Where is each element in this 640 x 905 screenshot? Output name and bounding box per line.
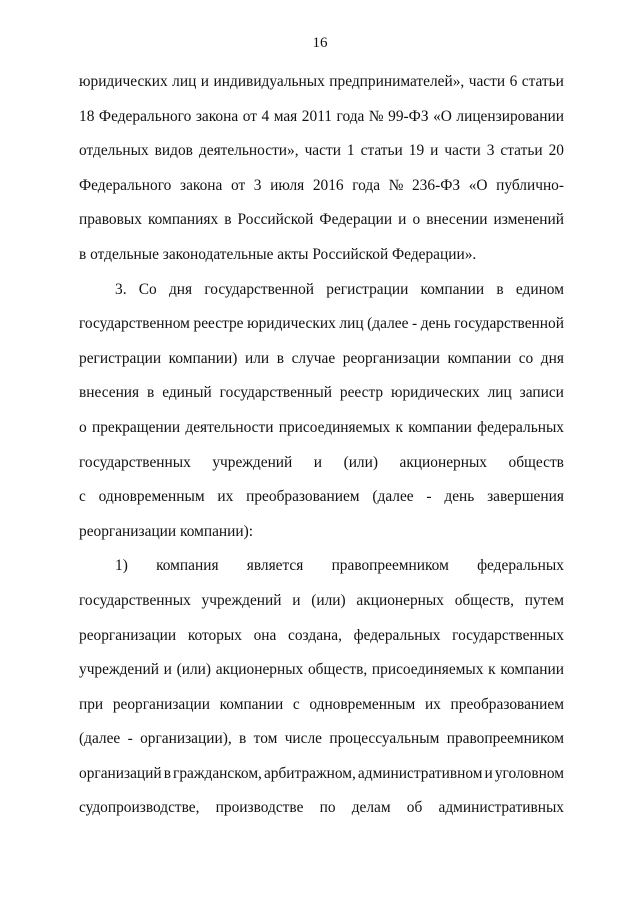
- page-number: 16: [312, 35, 328, 51]
- word: об: [406, 799, 423, 817]
- word: компании: [447, 349, 512, 367]
- word: по: [319, 799, 336, 817]
- word: «О: [433, 107, 452, 125]
- word: части: [468, 73, 506, 90]
- word: регистрации: [79, 349, 162, 367]
- word: реорганизации: [342, 349, 440, 367]
- word: и: [484, 764, 493, 782]
- word: федеральных: [477, 557, 564, 575]
- word: 2011: [301, 107, 333, 125]
- text-line: [79, 342, 564, 377]
- word: с: [79, 488, 86, 506]
- word: компании: [408, 418, 472, 436]
- word: компании: [219, 695, 284, 713]
- word: реорганизации: [79, 626, 177, 644]
- word: внесении: [426, 211, 488, 229]
- word: обществ,: [307, 661, 368, 679]
- word: 2016: [312, 176, 344, 194]
- word: учреждений: [201, 591, 282, 609]
- text-line: [79, 619, 564, 654]
- word: федеральных: [477, 418, 564, 436]
- text-line: [79, 65, 564, 100]
- word: компании: [500, 661, 564, 679]
- word: преобразованием: [246, 488, 360, 506]
- word: -: [412, 315, 418, 333]
- word: 3: [486, 142, 495, 160]
- word: в: [224, 211, 232, 229]
- word: отдельных: [79, 142, 149, 160]
- text-line: [79, 653, 564, 688]
- word: является: [246, 557, 304, 575]
- word: их: [217, 488, 234, 506]
- word: внесения: [79, 384, 140, 402]
- word: (или): [343, 453, 378, 471]
- text-line: [79, 757, 564, 792]
- word: (далее: [367, 315, 409, 333]
- word: №: [368, 107, 384, 125]
- word: день: [420, 315, 451, 333]
- word: она: [253, 626, 277, 644]
- word: и: [430, 142, 439, 160]
- word: дня: [168, 280, 193, 298]
- text-line: [79, 134, 564, 169]
- word: обществ,: [454, 591, 514, 609]
- word: 3: [253, 176, 262, 194]
- word: №: [388, 176, 404, 194]
- word: реорганизации: [112, 695, 210, 713]
- word: едином: [515, 280, 564, 298]
- word: лиц: [172, 73, 197, 90]
- word: арбитражном,: [263, 764, 356, 782]
- word: Федерального: [79, 176, 172, 194]
- word: правопреемником: [446, 730, 564, 748]
- word: которых: [187, 626, 242, 644]
- word: прекращении: [91, 418, 181, 436]
- word: -: [127, 730, 133, 748]
- word: преобразованием: [450, 695, 564, 713]
- word: или: [244, 349, 270, 367]
- word: лиц: [487, 384, 512, 402]
- word: государственных: [79, 591, 191, 609]
- word: юридических: [79, 73, 168, 90]
- word: Федерального: [98, 107, 192, 125]
- text-line: [79, 446, 564, 481]
- word: реестр: [339, 384, 384, 402]
- word: юридических: [247, 315, 336, 333]
- word: том: [253, 730, 278, 748]
- word: одновременным: [98, 488, 205, 506]
- word: 1: [346, 142, 355, 160]
- word: и: [292, 591, 301, 609]
- word: административных: [438, 799, 564, 817]
- word: части: [444, 142, 481, 160]
- word: закона: [179, 176, 223, 194]
- word: день: [444, 488, 475, 506]
- word: при: [79, 695, 104, 713]
- text-line: [79, 549, 564, 584]
- word: 3.: [115, 280, 127, 298]
- word: одновременным: [309, 695, 416, 713]
- text-line: [79, 688, 564, 723]
- word: уголовном: [494, 764, 564, 782]
- word: 1): [115, 557, 128, 575]
- document-body: [79, 65, 564, 826]
- word: присоединяемых: [371, 661, 484, 679]
- word: судопроизводстве,: [79, 799, 200, 817]
- word: 236-ФЗ: [411, 176, 461, 194]
- word: деятельности»,: [198, 142, 299, 160]
- word: предпринимателей»,: [329, 73, 465, 90]
- word: публично-: [496, 176, 564, 194]
- word: года: [352, 176, 381, 194]
- word: со: [518, 349, 534, 367]
- word: 18: [79, 107, 95, 125]
- word: в: [276, 349, 284, 367]
- text-line: [79, 307, 564, 342]
- word: лицензировании: [456, 107, 564, 125]
- text-line: [79, 376, 564, 411]
- word: государственном: [79, 315, 190, 333]
- word: процессуальным: [329, 730, 440, 748]
- text-line: [79, 273, 564, 308]
- word: создана,: [288, 626, 342, 644]
- text-line: в отдельные законодательные акты Российской Федерации».: [79, 245, 477, 263]
- word: изменений: [493, 211, 564, 229]
- word: Федерации: [319, 211, 393, 229]
- word: акционерных: [399, 453, 487, 471]
- word: федеральных: [353, 626, 441, 644]
- word: учреждений: [212, 453, 293, 471]
- word: их: [424, 695, 441, 713]
- word: в: [147, 384, 155, 402]
- word: в: [496, 280, 504, 298]
- word: числе: [284, 730, 323, 748]
- word: (или): [311, 591, 346, 609]
- text-line: реорганизации компании):: [79, 522, 254, 540]
- word: (или): [176, 661, 212, 679]
- word: 6: [509, 73, 518, 90]
- word: к: [488, 661, 496, 679]
- word: (далее: [372, 488, 414, 506]
- word: государственной: [454, 315, 564, 333]
- word: организации),: [140, 730, 232, 748]
- word: статьи: [500, 142, 543, 160]
- word: гражданском,: [173, 764, 262, 782]
- word: части: [304, 142, 341, 160]
- word: года: [336, 107, 365, 125]
- word: в: [163, 764, 171, 782]
- word: и: [200, 73, 210, 90]
- word: государственных: [79, 453, 191, 471]
- word: государственный: [219, 384, 332, 402]
- word: организаций: [79, 764, 162, 782]
- text-line: [79, 411, 564, 446]
- word: и: [398, 211, 407, 229]
- word: государственной: [204, 280, 315, 298]
- word: от: [230, 176, 246, 194]
- word: путем: [524, 591, 564, 609]
- text-line: [79, 203, 564, 238]
- word: 4: [261, 107, 270, 125]
- word: завершения: [487, 488, 564, 506]
- word: с: [292, 695, 300, 713]
- text-line: [79, 584, 564, 619]
- word: учреждений: [79, 661, 159, 679]
- word: компании): [168, 349, 238, 367]
- word: статьи: [360, 142, 403, 160]
- text-line: [79, 480, 564, 515]
- word: лиц: [339, 315, 364, 333]
- text-line: [79, 791, 564, 826]
- word: видов: [154, 142, 193, 160]
- word: присоединяемых: [278, 418, 391, 436]
- word: делам: [351, 799, 391, 817]
- word: Со: [138, 280, 157, 298]
- word: о: [412, 211, 421, 229]
- word: индивидуальных: [213, 73, 325, 90]
- word: компания: [156, 557, 219, 575]
- text-line: [79, 722, 564, 757]
- word: к: [395, 418, 403, 436]
- word: 20: [548, 142, 564, 160]
- word: и: [163, 661, 172, 679]
- word: (далее: [79, 730, 121, 748]
- word: деятельности: [185, 418, 274, 436]
- word: -: [426, 488, 432, 506]
- word: реестре: [193, 315, 244, 333]
- word: июля: [270, 176, 305, 194]
- word: записи: [519, 384, 564, 402]
- word: единый: [162, 384, 212, 402]
- word: компании: [420, 280, 485, 298]
- text-line: [79, 100, 564, 135]
- word: акционерных: [215, 661, 304, 679]
- text-line: [79, 169, 564, 204]
- word: регистрации: [326, 280, 409, 298]
- word: о: [79, 418, 87, 436]
- word: закона: [195, 107, 239, 125]
- word: компаниях: [147, 211, 219, 229]
- word: правопреемником: [331, 557, 449, 575]
- word: Российской: [237, 211, 314, 229]
- word: производстве: [215, 799, 304, 817]
- word: государственных: [452, 626, 564, 644]
- word: от: [242, 107, 257, 125]
- word: статьи: [521, 73, 564, 90]
- word: 99-ФЗ: [388, 107, 429, 125]
- word: правовых: [79, 211, 142, 229]
- word: административном: [357, 764, 483, 782]
- word: случае: [291, 349, 336, 367]
- word: дня: [540, 349, 564, 367]
- word: 19: [408, 142, 425, 160]
- word: «О: [468, 176, 488, 194]
- word: акционерных: [356, 591, 444, 609]
- word: в: [239, 730, 247, 748]
- word: юридических: [390, 384, 480, 402]
- word: и: [313, 453, 323, 471]
- word: обществ: [508, 453, 564, 471]
- word: мая: [273, 107, 298, 125]
